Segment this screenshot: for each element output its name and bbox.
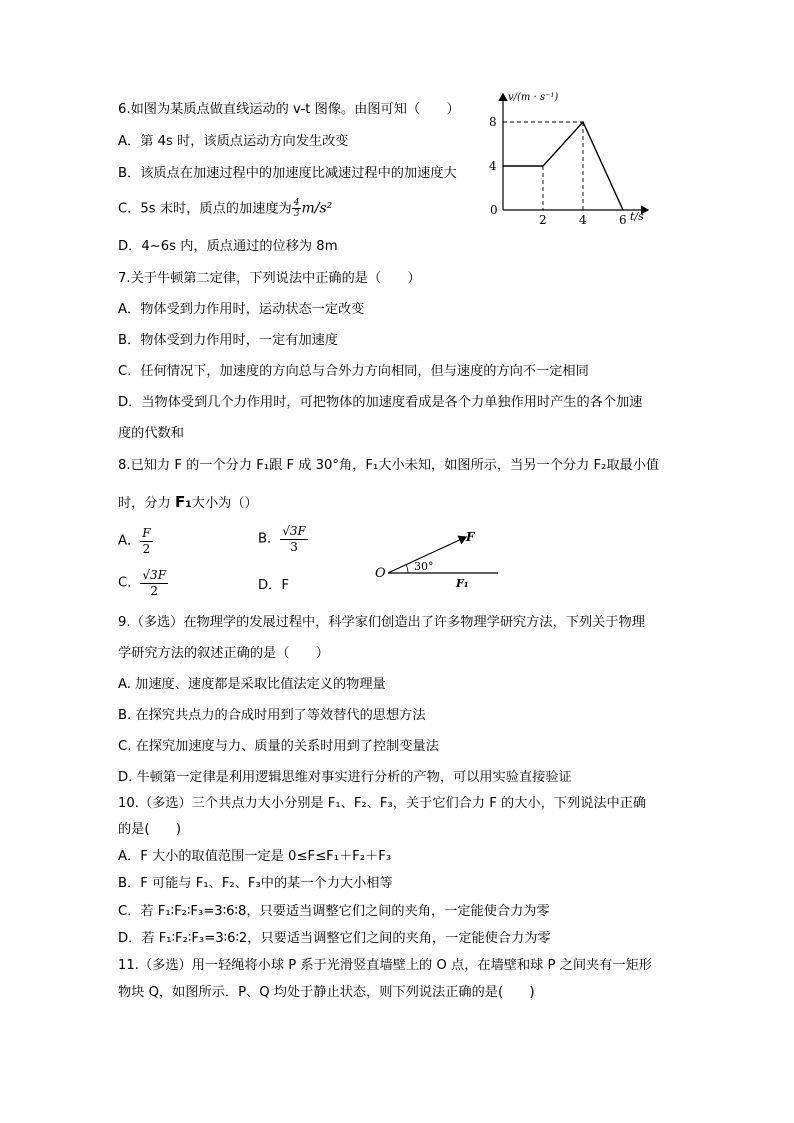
q11-stem-line2: 物块 Q，如图所示．P、Q 均处于静止状态，则下列说法正确的是( ) [118, 985, 535, 1000]
q8-stem-f1: F₁ [174, 493, 192, 511]
vt-chart-xtick-label: 4 [579, 213, 587, 227]
q9-option-a: A. 加速度、速度都是采取比值法定义的物理量 [118, 677, 386, 692]
q6-option-c-den: 3 [293, 209, 300, 219]
q8-option-a-den: 2 [142, 542, 151, 556]
q7-stem: 7.关于牛顿第二定律，下列说法中正确的是（ ） [118, 271, 421, 286]
q7-option-b: B．物体受到力作用时，一定有加速度 [118, 333, 339, 348]
q9-stem-line1: 9.（多选）在物理学的发展过程中，科学家们创造出了许多物理学研究方法，下列关于物理 [118, 615, 645, 630]
q8-stem-pre: 时，分力 [118, 496, 171, 511]
q8-stem-post: 大小为（） [191, 496, 258, 511]
q8-option-d: D．F [258, 578, 289, 593]
q7-option-a: A．物体受到力作用时，运动状态一定改变 [118, 302, 365, 317]
force-label-o: O [375, 566, 386, 581]
q10-option-c: C．若 F₁∶F₂∶F₃=3∶6∶8，只要适当调整它们之间的夹角，一定能使合力为零 [118, 904, 550, 919]
q8-stem-line1: 8.已知力 F 的一个分力 F₁跟 F 成 30°角，F₁大小未知，如图所示，当另一个分力 F₂取最小值 [118, 458, 660, 473]
vt-chart-xlabel: t/s [630, 210, 644, 223]
vt-chart-ytick-label: 4 [489, 159, 497, 173]
q8-option-b [258, 524, 308, 555]
q7-option-c: C．任何情况下，加速度的方向总与合外力方向相同，但与速度的方向不一定相同 [118, 364, 589, 379]
q6-option-a: A．第 4s 时，该质点运动方向发生改变 [118, 134, 349, 149]
q7-option-d-line1: D．当物体受到几个力作用时，可把物体的加速度看成是各个力单独作用时产生的各个加速 [118, 395, 643, 410]
q10-option-d: D．若 F₁∶F₂∶F₃=3∶6∶2，只要适当调整它们之间的夹角，一定能使合力为零 [118, 931, 551, 946]
force-label-f1: F₁ [456, 577, 469, 590]
q8-option-b-den: 3 [290, 540, 298, 554]
q6-option-c-num: 4 [293, 198, 300, 208]
vt-chart-series-line [503, 122, 623, 210]
q8-option-c-den: 2 [150, 584, 159, 598]
q9-option-d: D. 牛顿第一定律是利用逻辑思维对事实进行分析的产物，可以用实验直接验证 [118, 770, 572, 785]
q10-stem-line2: 的是( ) [118, 822, 182, 837]
q6-option-c-unit: m/s² [301, 200, 333, 217]
q8-option-c-fraction [140, 568, 168, 599]
q8-option-c-num: √3F [142, 568, 167, 582]
vt-chart [478, 86, 658, 231]
vt-chart-ylabel: v/(m · s⁻¹) [508, 92, 559, 103]
q6-option-c-text: C．5s 末时，质点的加速度为 [118, 201, 292, 217]
q7-option-d-line2: 度的代数和 [118, 426, 184, 441]
q10-option-a: A．F 大小的取值范围一定是 0≤F≤F₁＋F₂＋F₃ [118, 849, 392, 864]
q6-option-c [118, 198, 332, 219]
q8-option-a-num: F [142, 526, 151, 540]
q6-option-c-fraction [292, 198, 302, 219]
force-diagram [370, 525, 510, 590]
q10-option-b: B．F 可能与 F₁、F₂、F₃中的某一个力大小相等 [118, 876, 393, 891]
force-label-f: F [466, 530, 475, 544]
q6-stem: 6.如图为某质点做直线运动的 v-t 图像。由图可知（ ） [118, 102, 460, 117]
q6-option-d: D．4~6s 内，质点通过的位移为 8m [118, 239, 338, 254]
q8-stem-line2 [118, 493, 258, 513]
q8-option-c [118, 568, 168, 599]
q11-stem-line1: 11.（多选）用一轻绳将小球 P 系于光滑竖直墙壁上的 O 点，在墙壁和球 P 之间夹有一矩形 [118, 958, 652, 973]
q10-stem-line1: 10.（多选）三个共点力大小分别是 F₁、F₂、F₃，关于它们合力 F 的大小，下列说法中正确 [118, 796, 647, 811]
q8-option-a-fraction [140, 526, 152, 557]
vt-chart-xtick-label: 2 [539, 213, 547, 227]
force-label-angle: 30° [414, 560, 434, 573]
q9-option-b: B. 在探究共点力的合成时用到了等效替代的思想方法 [118, 708, 426, 723]
vt-chart-xtick-label: 6 [619, 213, 627, 227]
q9-stem-line2: 学研究方法的叙述正确的是（ ） [118, 646, 329, 661]
vt-chart-ytick-label: 8 [489, 115, 497, 129]
q8-option-b-fraction [280, 524, 308, 555]
force-angle-arc [406, 565, 408, 574]
q8-option-c-label: C． [118, 575, 141, 591]
q8-option-b-label: B． [258, 531, 281, 547]
q8-option-b-num: √3F [282, 524, 306, 538]
q6-option-b: B．该质点在加速过程中的加速度比减速过程中的加速度大 [118, 166, 457, 181]
q8-option-a [118, 526, 153, 557]
vt-chart-origin-label: 0 [490, 203, 498, 217]
q8-option-a-label: A． [118, 533, 141, 549]
q9-option-c: C. 在探究加速度与力、质量的关系时用到了控制变量法 [118, 739, 439, 754]
